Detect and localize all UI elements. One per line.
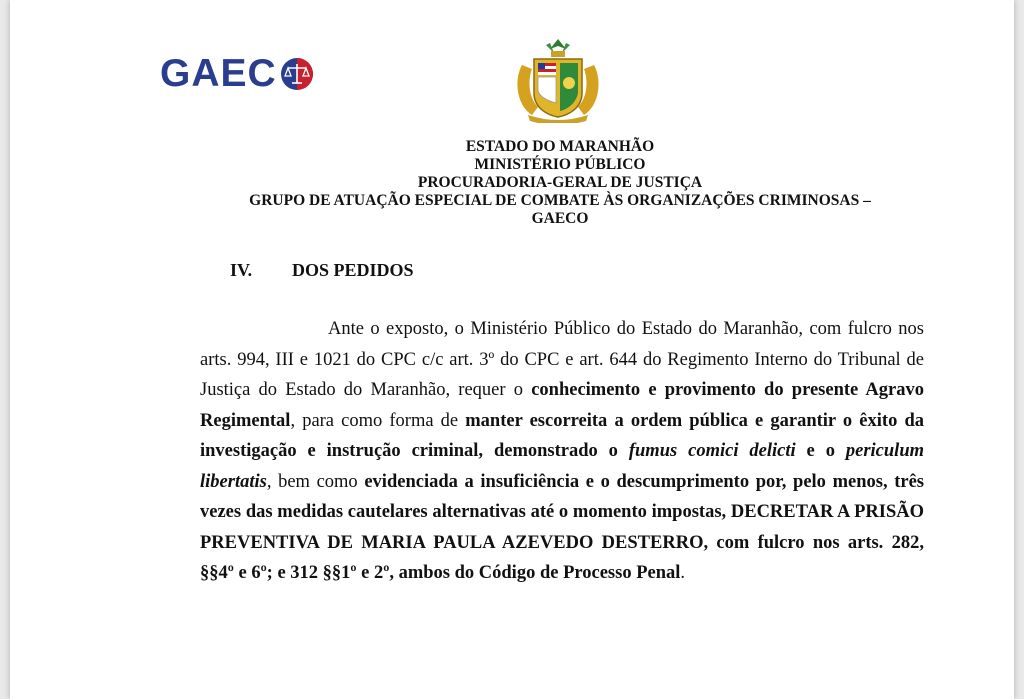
header-group: GRUPO DE ATUAÇÃO ESPECIAL DE COMBATE ÀS ORGANIZAÇÕES CRIMINOSAS –	[249, 192, 871, 209]
document-page	[10, 0, 1014, 699]
header-state: ESTADO DO MARANHÃO	[465, 138, 655, 155]
section-number: IV.	[230, 260, 253, 280]
document-header	[10, 138, 1014, 228]
paragraph-bold-4: evidenciada a insuficiência e o descumprimento por, pelo menos, três vezes das medidas cautelares alternativas até o momento impostas, DECRETAR A PRISÃO PREVENTIVA DE MARIA PAULA AZEVEDO DESTERRO, com fulcro nos arts. 282, §§4º e 6º; e 312 §§1º e 2º, ambos do Código de Processo Penal	[200, 471, 924, 583]
paragraph-bold-3: e o	[795, 441, 846, 461]
maranhao-coat-of-arms-icon	[510, 35, 606, 123]
paragraph-bold-1: conhecimento e provimento do presente Agravo Regimental	[200, 380, 924, 431]
gaeco-logo	[160, 52, 315, 96]
section-heading	[230, 260, 414, 281]
header-ministry: MINISTÉRIO PÚBLICO	[474, 156, 646, 173]
paragraph-text-3: , bem como	[266, 471, 365, 492]
paragraph-text-2: , para como forma de	[290, 410, 466, 431]
header-gaeco: GAECO	[531, 210, 589, 227]
scales-of-justice-icon	[279, 56, 315, 92]
paragraph-bold-2: manter escorreita a ordem pública e garantir o êxito da investigação e instrução criminal, demonstrado o	[200, 410, 924, 461]
paragraph-italic-2: periculum libertatis	[200, 441, 924, 492]
request-paragraph	[200, 314, 924, 589]
paragraph-text-4: .	[680, 563, 686, 583]
gaeco-logo-text: GAEC	[160, 52, 277, 95]
header-procuradoria: PROCURADORIA-GERAL DE JUSTIÇA	[417, 174, 703, 191]
paragraph-text-1: Ante o exposto, o Ministério Público do Estado do Maranhão, com fulcro nos arts. 994, III e 1021 do CPC c/c art. 3º do CPC e art. 644 do Regimento Interno do Tribunal de Justiça do Estado do Maranhão, requer o	[200, 319, 924, 400]
paragraph-italic-1: fumus comici delicti	[628, 441, 796, 461]
section-title: DOS PEDIDOS	[292, 260, 414, 280]
